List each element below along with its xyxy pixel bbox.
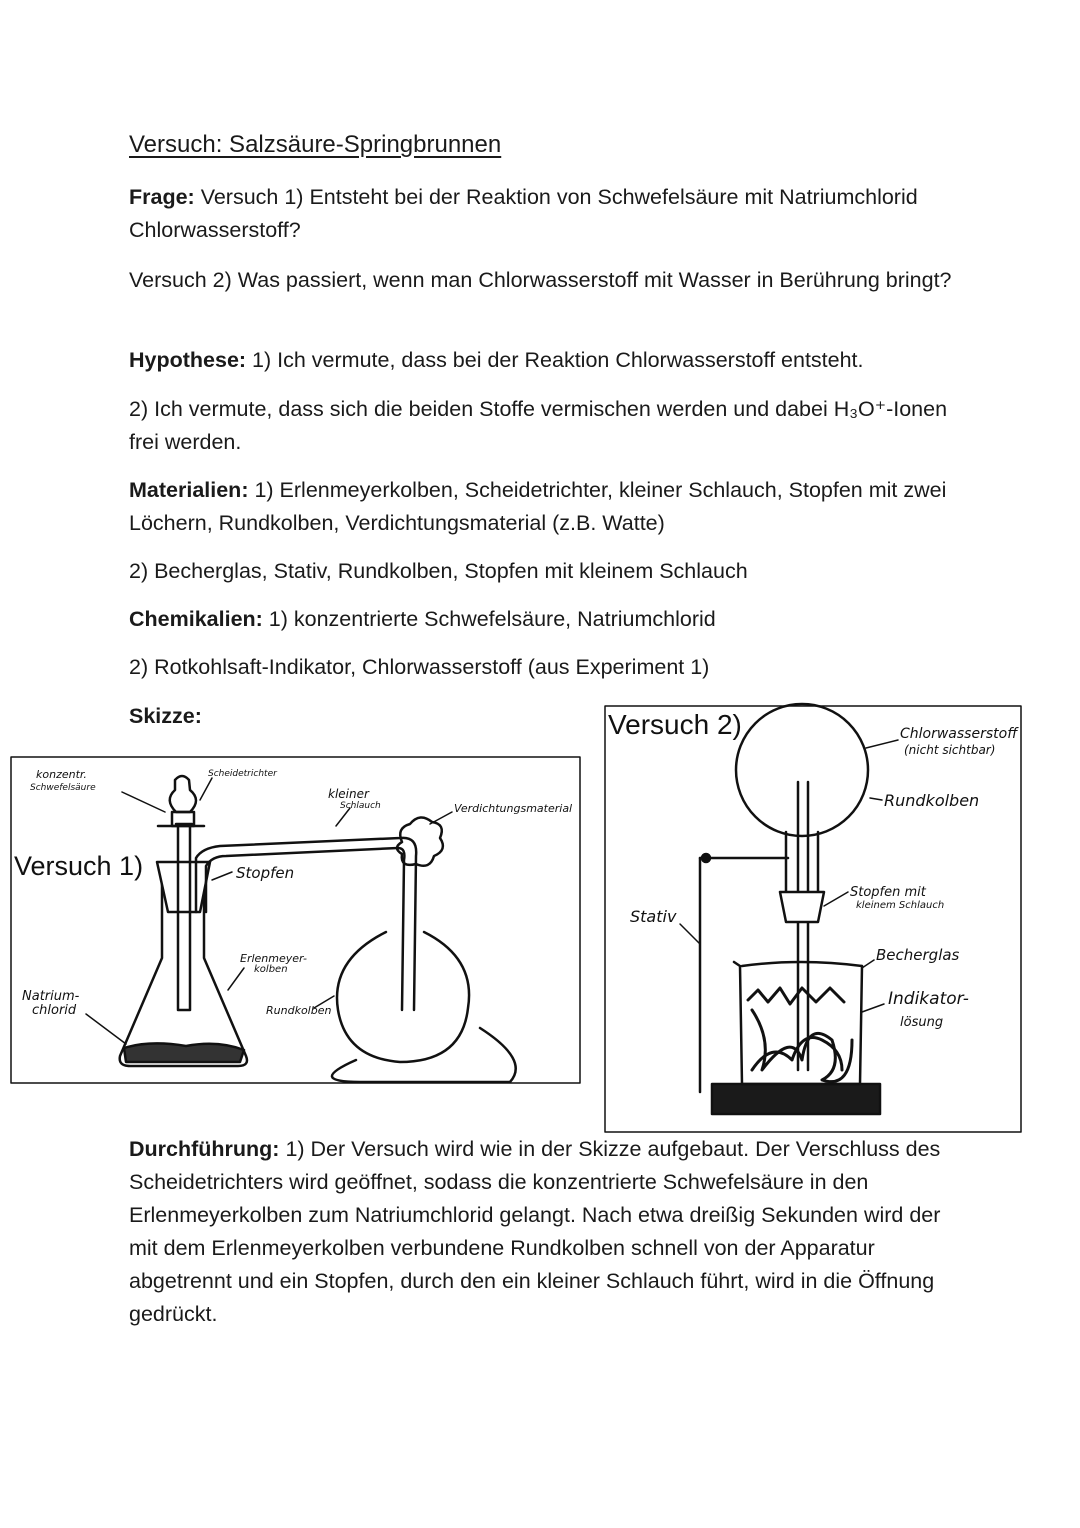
- durchfuehrung-paragraph: [129, 1133, 959, 1331]
- label-erlenmeyer: Erlenmeyer-: [240, 952, 307, 965]
- tube-2: [798, 782, 808, 1070]
- chemikalien-text-1: 1) konzentrierte Schwefelsäure, Natriumchlorid: [262, 607, 716, 631]
- chemikalien-label: Chemikalien:: [129, 607, 263, 631]
- label-rundkolben-1: Rundkolben: [266, 1004, 332, 1017]
- versuch1-title: Versuch 1): [14, 851, 144, 881]
- indicator-solution: [748, 988, 852, 1082]
- materialien-text-1: 1) Erlenmeyerkolben, Scheidetrichter, kleiner Schlauch, Stopfen mit zwei Löchern, Rundkolben, Verdichtungsmaterial (z.B. Watte): [129, 478, 947, 535]
- round-flask-2: [736, 704, 868, 836]
- salt-pile: [124, 1043, 244, 1062]
- page-title: Versuch: Salzsäure-Springbrunnen: [129, 131, 502, 158]
- durchfuehrung-text: 1) Der Versuch wird wie in der Skizze aufgebaut. Der Verschluss des Scheidetrichters wird geöffnet, sodass die konzentrierte Schwefelsäure in den Erlenmeyerkolben zum Natriumchlorid gelangt. Nach etwa dreißig Sekunden wird der mit dem Erlenmeyerkolben verbundene Rundkolben schnell von der Apparatur abgetrennt und ein Stopfen, durch den ein kleiner Schlauch führt, wird in die Öffnung gedrückt.: [129, 1137, 941, 1326]
- label-kolben: kolben: [254, 964, 288, 975]
- frage-label: Frage:: [129, 185, 195, 209]
- label-kleiner: kleiner: [328, 787, 369, 801]
- label-rundkolben-2: Rundkolben: [884, 791, 980, 810]
- label-loesung: lösung: [900, 1015, 944, 1030]
- skizze-label: Skizze:: [129, 704, 202, 728]
- label-konzentr: konzentr.: [36, 768, 87, 781]
- materialien-label: Materialien:: [129, 478, 249, 502]
- separatory-funnel: [170, 776, 196, 812]
- label-stopfen-1: Stopfen: [236, 864, 295, 882]
- label-natrium: Natrium-: [22, 989, 80, 1004]
- label-nicht-sichtbar: (nicht sichtbar): [904, 743, 996, 757]
- stand-base: [712, 1084, 880, 1114]
- label-becherglas: Becherglas: [876, 946, 960, 964]
- frage-text-2: Versuch 2) Was passiert, wenn man Chlorwasserstoff mit Wasser in Berührung bringt?: [129, 268, 952, 292]
- durchfuehrung-label: Durchführung:: [129, 1137, 280, 1161]
- label-stopfen-mit: Stopfen mit: [850, 885, 926, 900]
- label-indikator: Indikator-: [888, 989, 969, 1009]
- label-schlauch: Schlauch: [340, 801, 381, 811]
- delivery-tube: [196, 838, 416, 1010]
- label-verdichtungsmaterial: Verdichtungsmaterial: [454, 802, 573, 815]
- label-chlorid: chlorid: [32, 1003, 77, 1018]
- funnel-stem: [178, 826, 190, 1010]
- hypothese-text-2: 2) Ich vermute, dass sich die beiden Stoffe vermischen werden und dabei H₃O⁺-Ionen frei werden.: [129, 397, 948, 454]
- hypothese-label: Hypothese:: [129, 348, 247, 372]
- chemikalien-text-2: 2) Rotkohlsaft-Indikator, Chlorwasserstoff (aus Experiment 1): [129, 655, 710, 679]
- label-schwefelsaeure: Schwefelsäure: [30, 783, 96, 793]
- label-stativ: Stativ: [630, 907, 677, 926]
- frage-text-1: Versuch 1) Entsteht bei der Reaktion von Schwefelsäure mit Natriumchlorid Chlorwasserstoff?: [129, 185, 918, 242]
- materialien-text-2: 2) Becherglas, Stativ, Rundkolben, Stopfen mit kleinem Schlauch: [129, 559, 748, 583]
- label-kleinem-schlauch: kleinem Schlauch: [856, 900, 945, 911]
- stopper-2: [780, 892, 824, 922]
- versuch2-title: Versuch 2): [608, 709, 742, 740]
- label-chlorwasserstoff: Chlorwasserstoff: [900, 726, 1018, 742]
- label-scheidetrichter: Scheidetrichter: [208, 769, 277, 779]
- stopper-1: [157, 862, 210, 912]
- hypothese-text-1: 1) Ich vermute, dass bei der Reaktion Chlorwasserstoff entsteht.: [246, 348, 864, 372]
